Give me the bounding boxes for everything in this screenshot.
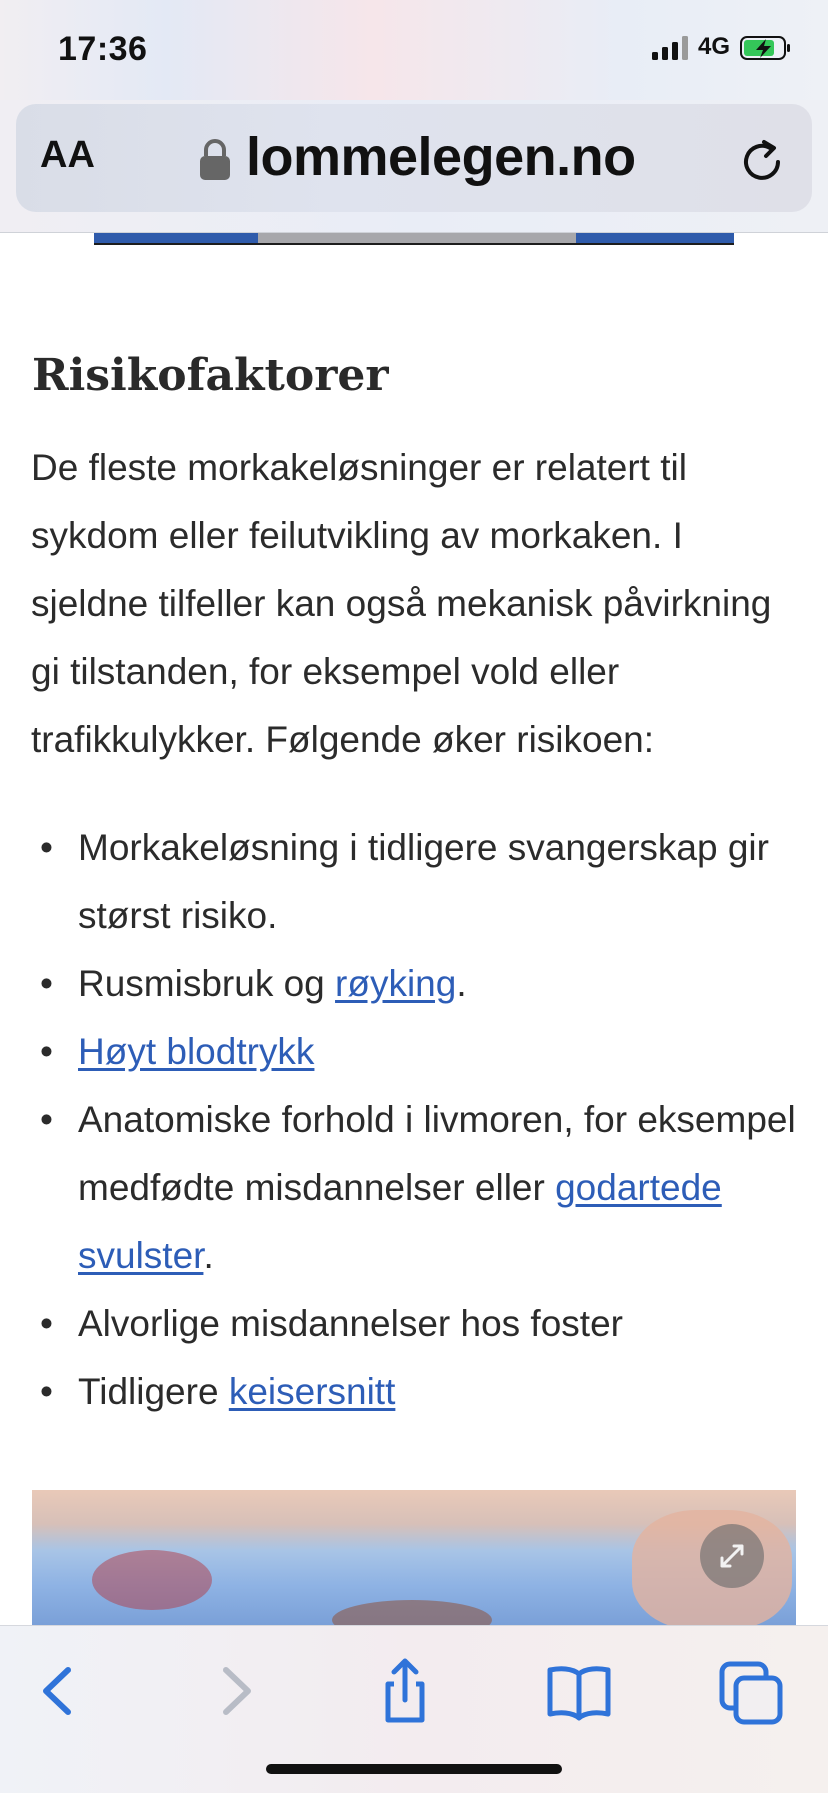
status-bar (0, 0, 828, 100)
list-item: • Anatomiske forhold i livmoren, for eksempel medfødte misdannelser eller godartede svulster. (0, 1086, 800, 1290)
list-item: • Morkakeløsning i tidligere svangerskap gir størst risiko. (0, 814, 800, 950)
forward-icon[interactable] (200, 1656, 270, 1726)
article-photo[interactable] (32, 1490, 796, 1625)
list-item: • Alvorlige misdannelser hos foster (0, 1290, 800, 1358)
risk-factor-list (0, 814, 800, 1426)
address-bar[interactable] (16, 104, 812, 212)
url-domain[interactable]: lommelegen.no (246, 127, 636, 187)
bookmarks-icon[interactable] (544, 1656, 614, 1726)
intro-paragraph: De fleste morkakeløsninger er relatert til sykdom eller feilutvikling av morkaken. I sjeldne tilfeller kan også mekanisk påvirkning gi tilstanden, for eksempel vold eller trafikkulykker. Følgende øker risikoen: (31, 447, 772, 760)
link-royking[interactable]: røyking (335, 963, 457, 1004)
share-icon[interactable] (370, 1656, 440, 1726)
expand-image-icon[interactable] (700, 1524, 764, 1588)
tabs-icon[interactable] (716, 1656, 786, 1726)
battery-charging-icon (740, 36, 792, 60)
address-bar-area (0, 100, 828, 233)
list-item: • Tidligere keisersnitt (0, 1358, 800, 1426)
text-size-button[interactable]: AA (40, 134, 95, 176)
cellular-signal-icon (652, 36, 692, 60)
reload-icon[interactable] (740, 138, 784, 184)
network-type: 4G (698, 33, 731, 60)
list-item (0, 1018, 800, 1086)
lock-icon (198, 138, 232, 182)
link-keisersnitt[interactable]: keisersnitt (228, 1371, 396, 1412)
cropped-article-image (94, 233, 734, 245)
link-hoyt-blodtrykk[interactable]: Høyt blodtrykk (78, 1031, 315, 1072)
link-godartede-svulster[interactable]: godartede svulster (78, 1167, 722, 1276)
home-indicator[interactable] (266, 1764, 562, 1774)
section-heading: Risikofaktorer (32, 350, 389, 401)
back-icon[interactable] (24, 1656, 94, 1726)
list-item: • Rusmisbruk og røyking. (0, 950, 800, 1018)
status-time: 17:36 (58, 30, 148, 68)
